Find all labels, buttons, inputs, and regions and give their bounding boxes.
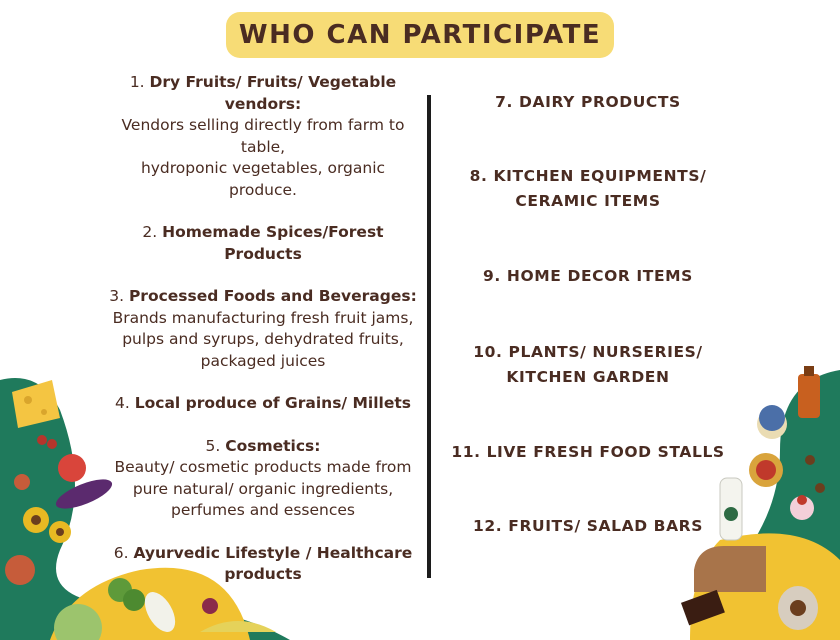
item-number: 6. bbox=[113, 543, 129, 562]
title-banner bbox=[226, 12, 614, 58]
item-description: Vendors selling directly from farm to table, bbox=[121, 116, 405, 156]
category-item-7: 7. DAIRY PRODUCTS bbox=[495, 93, 681, 111]
item-heading: Ayurvedic Lifestyle / Healthcare products bbox=[133, 543, 413, 583]
participant-item-2 bbox=[106, 222, 420, 265]
participant-item-3 bbox=[106, 286, 420, 372]
item-number: 5. bbox=[205, 436, 221, 455]
page-title: WHO CAN PARTICIPATE bbox=[238, 20, 602, 50]
category-item-11: 11. LIVE FRESH FOOD STALLS bbox=[451, 443, 725, 461]
category-item-10: 10. PLANTS/ NURSERIES/ KITCHEN GARDEN bbox=[473, 343, 703, 386]
column-divider bbox=[427, 95, 431, 578]
category-item-9: 9. HOME DECOR ITEMS bbox=[483, 267, 693, 285]
food-illustration-left bbox=[0, 370, 290, 640]
item-description: Brands manufacturing fresh fruit jams, pulps and syrups, dehydrated fruits, packaged juices bbox=[112, 308, 414, 370]
item-heading: Cosmetics: bbox=[225, 436, 321, 455]
category-item-8: 8. KITCHEN EQUIPMENTS/ CERAMIC ITEMS bbox=[469, 167, 707, 210]
item-number: 4. bbox=[115, 394, 130, 412]
item-heading: Local produce of Grains/ Millets bbox=[134, 394, 411, 412]
item-heading: Dry Fruits/ Fruits/ Vegetable vendors: bbox=[149, 73, 397, 113]
item-heading: Processed Foods and Beverages: bbox=[128, 287, 417, 305]
item-description: Beauty/ cosmetic products made from pure natural/ organic ingredients, perfumes and essences bbox=[114, 458, 412, 519]
participant-item-1 bbox=[106, 72, 420, 201]
item-number: 1. bbox=[129, 73, 145, 91]
item-number: 2. bbox=[142, 223, 158, 241]
food-illustration-right bbox=[680, 360, 840, 640]
category-item-12: 12. FRUITS/ SALAD BARS bbox=[473, 517, 703, 535]
item-description: hydroponic vegetables, organic produce. bbox=[140, 159, 386, 199]
item-number: 3. bbox=[109, 287, 124, 305]
item-heading: Homemade Spices/Forest Products bbox=[162, 223, 384, 263]
